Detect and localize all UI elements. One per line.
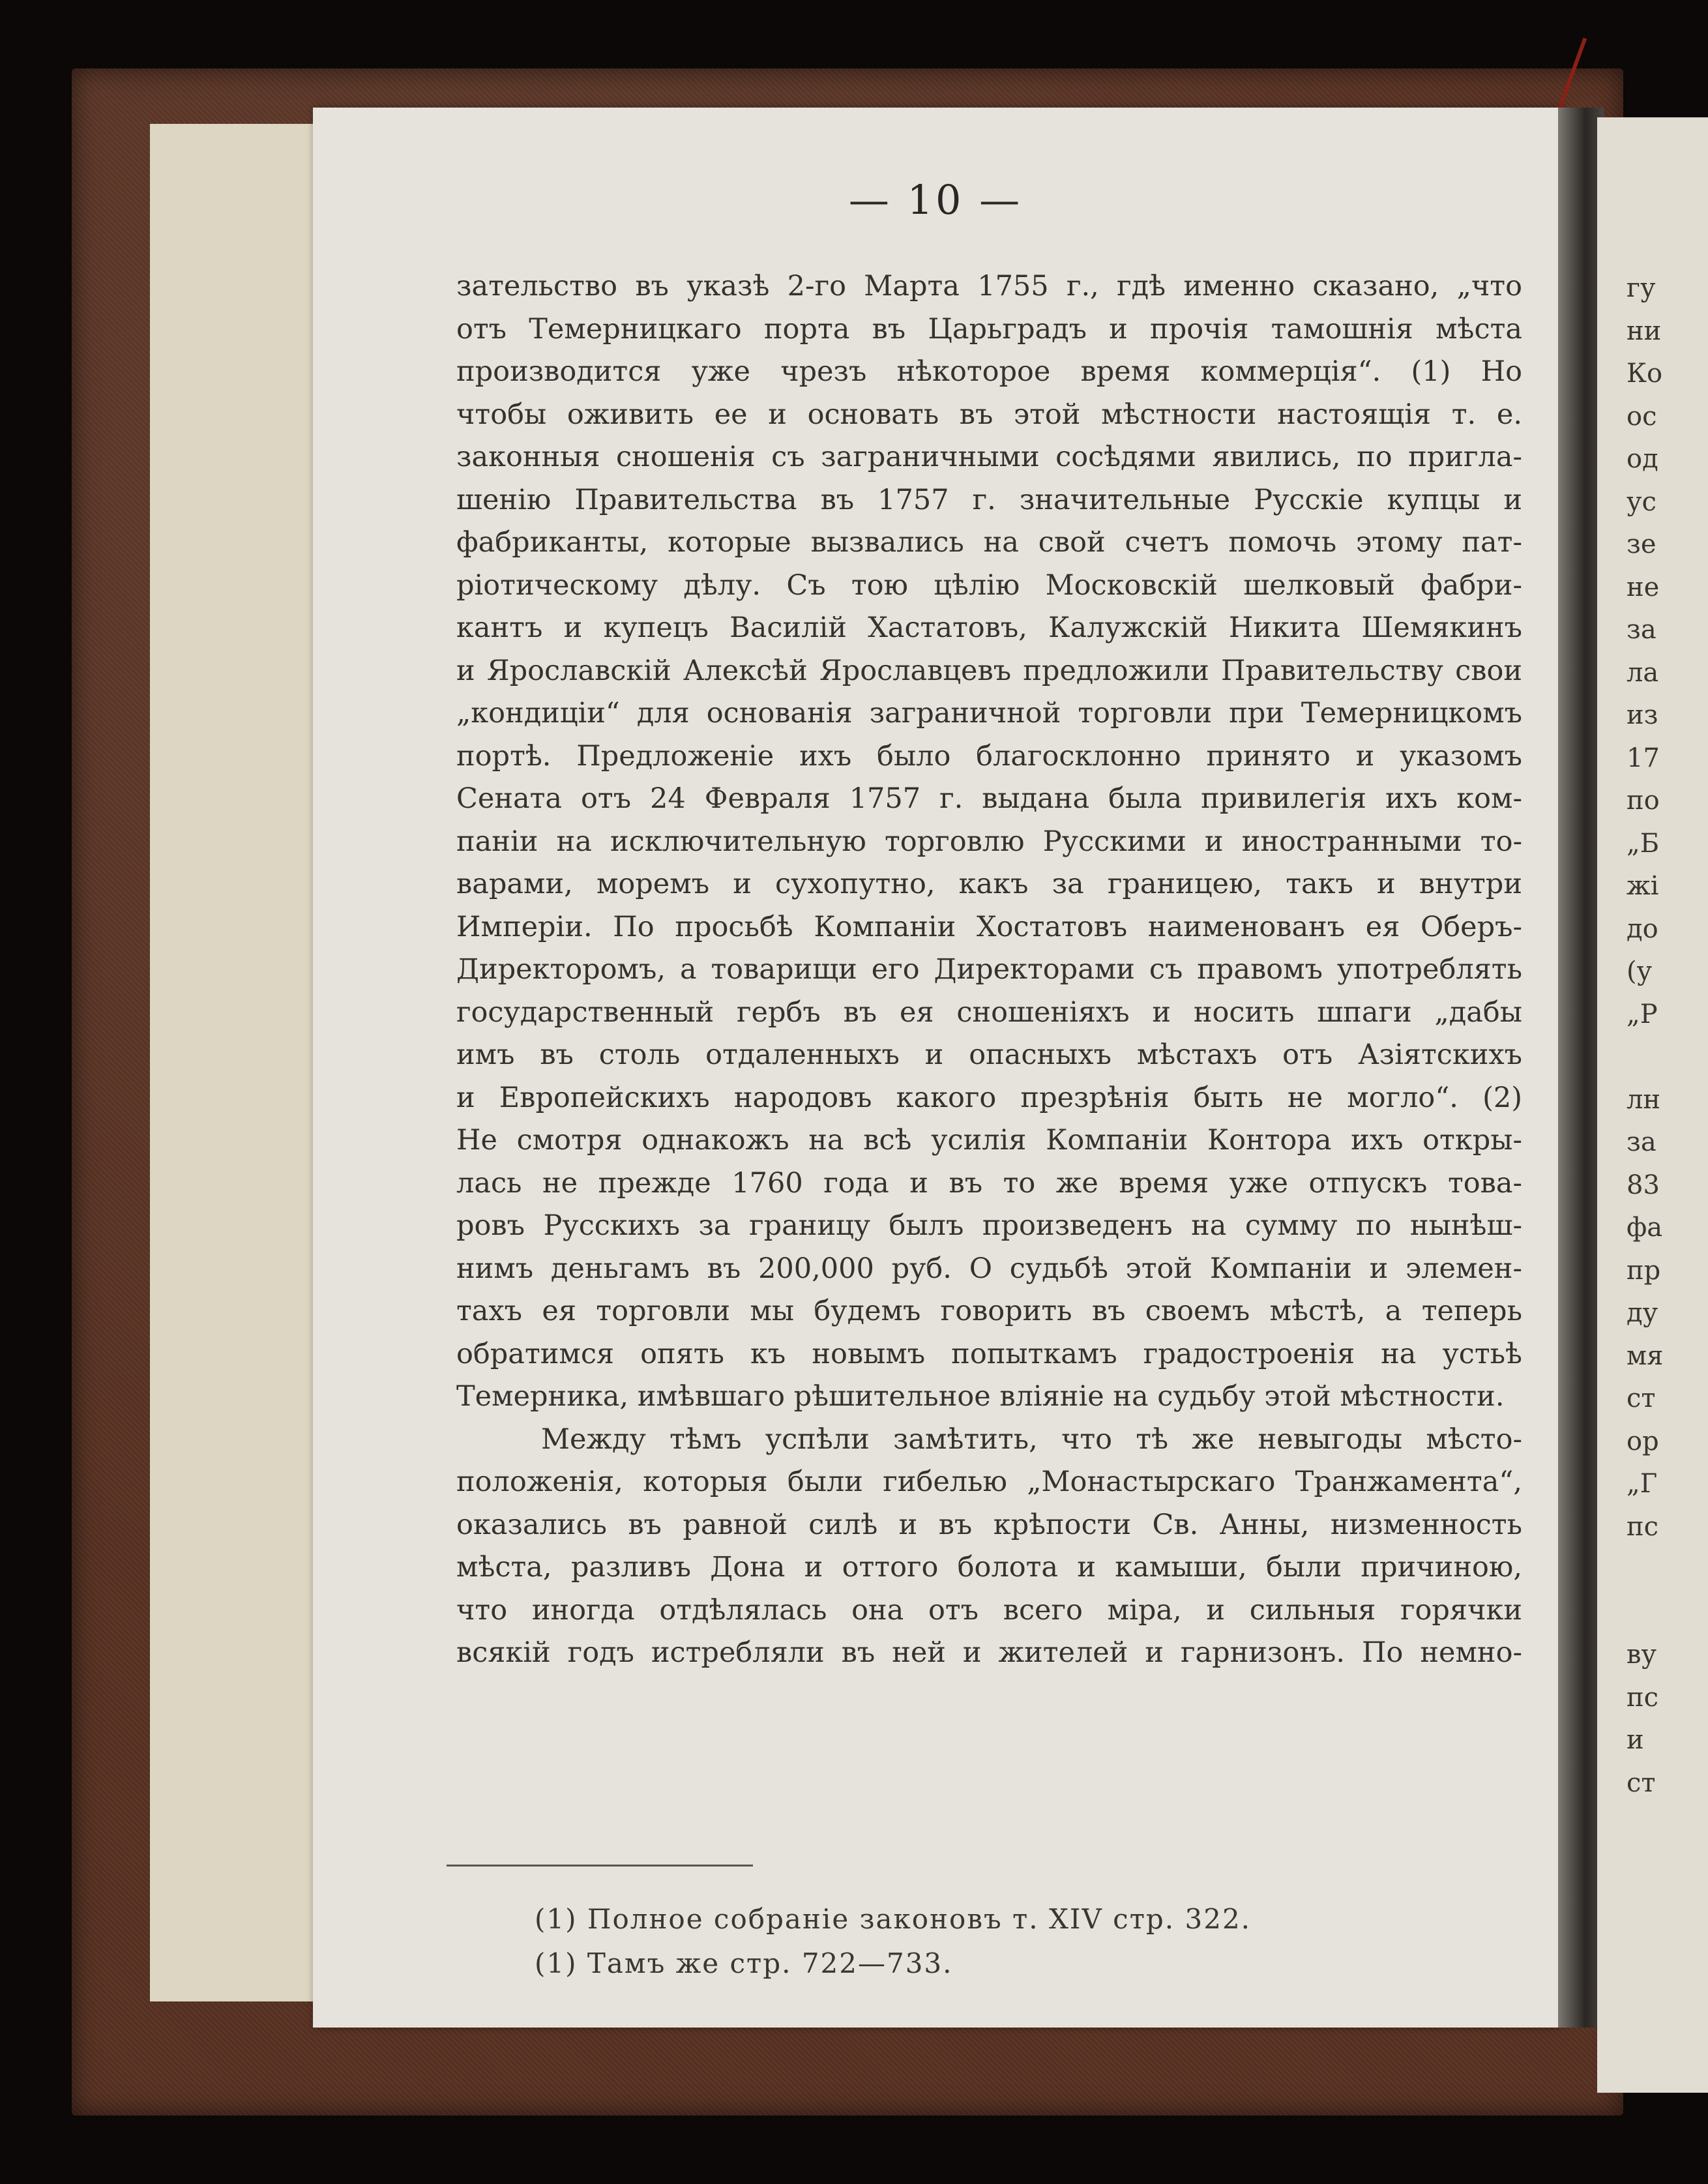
body-text	[456, 265, 1522, 1675]
page-number: — 10 —	[848, 176, 1023, 224]
facing-page-fragment: до	[1627, 913, 1658, 944]
facing-page-fragment	[1627, 1591, 1663, 1634]
text-line: Темерника, имѣвшаго рѣшительное вліяніе на судьбу этой мѣстности.	[456, 1380, 1505, 1413]
facing-page-fragment: „Р	[1627, 999, 1658, 1029]
facing-page-fragment: гу	[1627, 273, 1656, 303]
footnotes	[535, 1897, 1251, 1986]
text-line: ровъ Русскихъ за границу былъ произведенъ на сумму по нынѣш-	[456, 1209, 1522, 1242]
text-line: мѣста, разливъ Дона и оттого болота и камыши, были причиною,	[456, 1551, 1522, 1584]
text-line: шенію Правительства въ 1757 г. значительные Русскіе купцы и	[456, 483, 1522, 516]
text-line: Имперіи. По просьбѣ Компаніи Хостатовъ наименованъ ея Оберъ-	[456, 910, 1522, 943]
facing-page-fragment: зе	[1627, 529, 1656, 559]
text-line: положенія, которыя были гибелью „Монастырскаго Транжамента“,	[456, 1466, 1522, 1498]
footnote: (1) Полное собраніе законовъ т. XIV стр. 322.	[535, 1903, 1252, 1935]
text-line: портѣ. Предложеніе ихъ было благосклонно принято и указомъ	[456, 739, 1522, 773]
facing-page-fragment: из	[1627, 700, 1658, 730]
text-line: обратимся опять къ новымъ попыткамъ градостроенія на устьѣ	[456, 1337, 1522, 1370]
footnote-divider	[447, 1865, 753, 1867]
facing-page-fragment: Ко	[1627, 359, 1663, 389]
text-line: всякій годъ истребляли въ ней и жителей и гарнизонъ. По немно-	[456, 1636, 1522, 1669]
facing-page-fragment: пр	[1627, 1255, 1661, 1286]
facing-page-fragment: пс	[1627, 1682, 1659, 1713]
text-line: „кондиціи“ для основанія заграничной торговли при Темерницкомъ	[456, 697, 1522, 730]
facing-page-fragment: „Г	[1627, 1469, 1658, 1499]
facing-page-fragment: ду	[1627, 1298, 1658, 1328]
facing-page-fragment: за	[1627, 615, 1656, 645]
text-line: варами, моремъ и сухопутно, какъ за границею, такъ и внутри	[456, 868, 1522, 900]
facing-page-fragment: пс	[1627, 1511, 1659, 1542]
facing-page-fragment: не	[1627, 572, 1660, 602]
text-line: паніи на исключительную торговлю Русскими и иностранными то-	[456, 825, 1522, 858]
facing-page-fragment: 17	[1627, 743, 1660, 773]
facing-page-fragment: ст	[1627, 1383, 1656, 1413]
facing-page-fragment: ор	[1627, 1426, 1659, 1456]
text-line: законныя сношенія съ заграничными сосѣдями явились, по пригла-	[456, 441, 1522, 473]
text-line: и Ярославскій Алексѣй Ярославцевъ предложили Правительству свои	[456, 654, 1522, 687]
facing-page-fragment: жі	[1627, 871, 1659, 901]
text-line: Не смотря однакожъ на всѣ усилія Компаніи Контора ихъ откры-	[456, 1124, 1522, 1157]
text-line: Сената отъ 24 Февраля 1757 г. выдана была привилегія ихъ ком-	[456, 782, 1522, 815]
facing-page-fragment: ос	[1627, 401, 1657, 432]
facing-page-fragment: и	[1627, 1725, 1644, 1755]
text-line: ріотическому дѣлу. Съ тою цѣлію Московскій шелковый фабри-	[456, 568, 1522, 602]
facing-page-fragment: ла	[1627, 657, 1659, 688]
facing-page-fragment: 83	[1627, 1170, 1660, 1200]
facing-page-edge	[1597, 117, 1708, 2093]
text-line: отъ Темерницкаго порта въ Царьградъ и прочія тамошнія мѣста	[456, 312, 1522, 346]
facing-page-fragment: за	[1627, 1127, 1656, 1157]
text-line: имъ въ столь отдаленныхъ и опасныхъ мѣстахъ отъ Азіятскихъ	[456, 1039, 1522, 1071]
text-line: и Европейскихъ народовъ какого презрѣнія быть не могло“. (2)	[456, 1081, 1522, 1114]
facing-page-fragment: лн	[1627, 1084, 1661, 1115]
facing-page-text	[1627, 267, 1663, 1805]
facing-page-fragment	[1627, 1036, 1663, 1079]
facing-page-fragment: ни	[1627, 316, 1662, 346]
book-page	[313, 108, 1558, 2028]
text-line: лась не прежде 1760 года и въ то же время уже отпускъ това-	[456, 1166, 1522, 1200]
facing-page-fragment	[1627, 1548, 1663, 1591]
facing-page-fragment: ву	[1627, 1640, 1657, 1670]
text-line: зательство въ указѣ 2-го Марта 1755 г., гдѣ именно сказано, „что	[456, 270, 1522, 303]
facing-page-fragment: мя	[1627, 1340, 1664, 1371]
text-line: что иногда отдѣлялась она отъ всего міра, и сильныя горячки	[456, 1593, 1522, 1627]
text-line: кантъ и купецъ Василій Хастатовъ, Калужскій Никита Шемякинъ	[456, 612, 1522, 644]
text-line: чтобы оживить ее и основать въ этой мѣстности настоящія т. е.	[456, 398, 1522, 431]
facing-page-fragment: ус	[1627, 486, 1656, 517]
text-line: нимъ деньгамъ въ 200,000 руб. О судьбѣ этой Компаніи и элемен-	[456, 1252, 1522, 1285]
text-line: фабриканты, которые вызвались на свой счетъ помочь этому пат-	[456, 526, 1522, 559]
facing-page-fragment: (у	[1627, 956, 1653, 986]
text-line: оказались въ равной силѣ и въ крѣпости Св. Анны, низменность	[456, 1508, 1522, 1541]
text-line: производится уже чрезъ нѣкоторое время коммерція“. (1) Но	[456, 355, 1522, 388]
facing-page-fragment: ст	[1627, 1767, 1656, 1798]
facing-page-fragment: „Б	[1627, 828, 1660, 859]
facing-page-fragment: фа	[1627, 1213, 1663, 1243]
text-line: тахъ ея торговли мы будемъ говорить въ своемъ мѣстѣ, а теперь	[456, 1295, 1522, 1327]
text-line: государственный гербъ въ ея сношеніяхъ и носить шпаги „дабы	[456, 996, 1522, 1029]
text-line: Между тѣмъ успѣли замѣтить, что тѣ же невыгоды мѣсто-	[541, 1423, 1522, 1456]
facing-page-fragment: по	[1627, 786, 1660, 816]
footnote: (1) Тамъ же стр. 722—733.	[535, 1947, 953, 1979]
text-line: Директоромъ, а товарищи его Директорами съ правомъ употреблять	[456, 953, 1522, 986]
facing-page-fragment: од	[1627, 444, 1658, 474]
